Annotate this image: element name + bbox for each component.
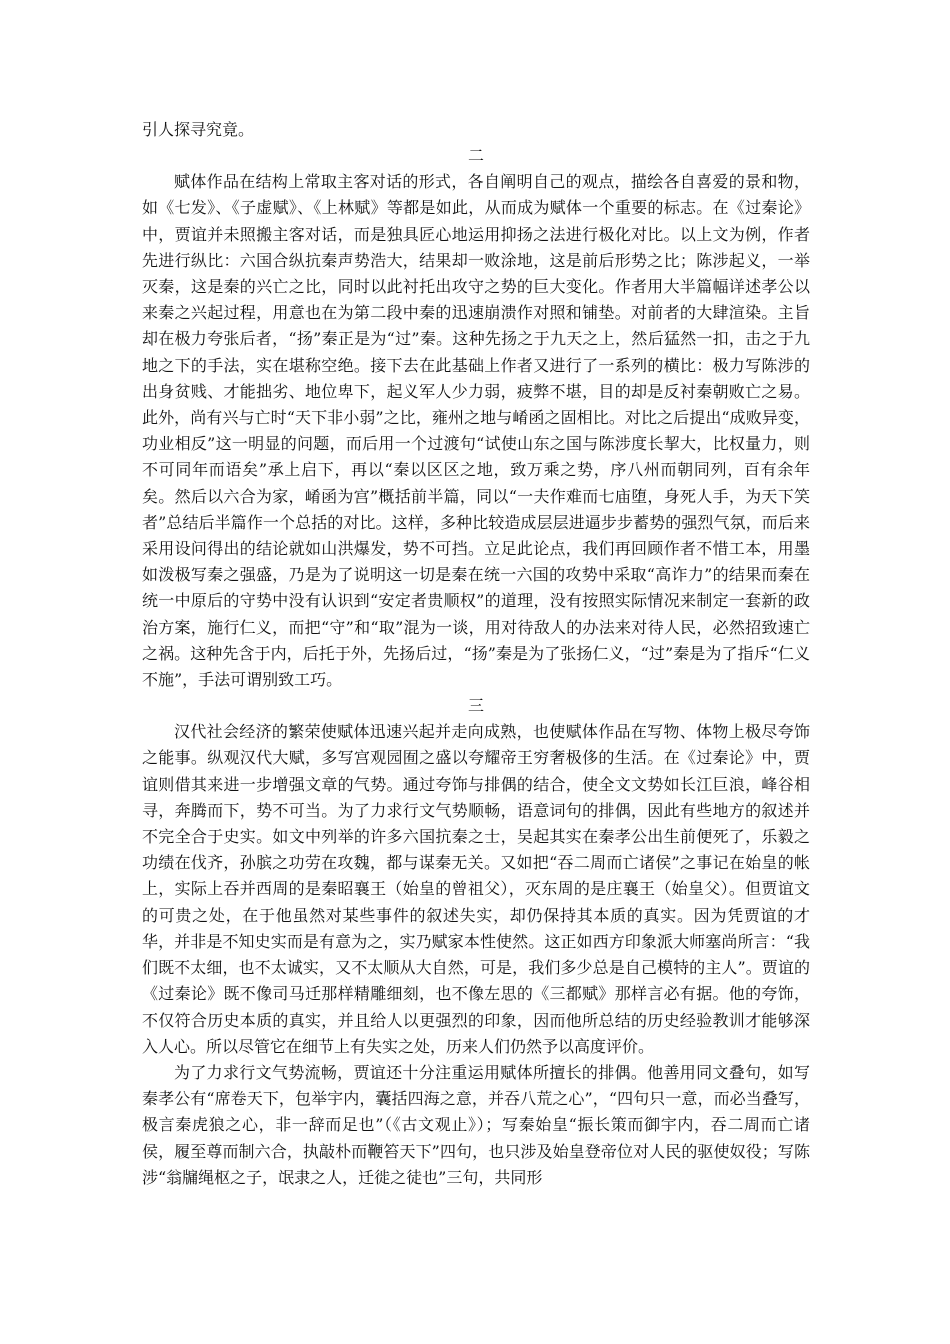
section-three: [142, 693, 810, 1191]
document-page: [142, 117, 810, 1191]
section-heading-three: 三: [467, 696, 484, 716]
intro-fragment: 引人探寻究竟。: [142, 120, 255, 139]
section-heading-two: 二: [467, 146, 484, 166]
section-three-paragraph-1: 汉代社会经济的繁荣使赋体迅速兴起并走向成熟，也使赋体作品在写物、体物上极尽夸饰之能事。纵观汉代大赋，多写宫观园囿之盛以夸耀帝王穷奢极侈的生活。在《过秦论》中，贾谊则借其来进一步增强文章的气势。通过夸饰与排偶的结合，使全文文势如长江巨浪，峰谷相寻，奔腾而下，势不可当。为了力求行文气势顺畅，语意词句的排偶，因此有些地方的叙述并不完全合于史实。如文中列举的许多六国抗秦之士，吴起其实在秦孝公出生前便死了，乐毅之功绩在伐齐，孙膑之功劳在攻魏，都与谋秦无关。又如把“吞二周而亡诸侯”之事记在始皇的帐上，实际上吞并西周的是秦昭襄王（始皇的曾祖父），灭东周的是庄襄王（始皇父）。但贾谊文的可贵之处，在于他虽然对某些事件的叙述失实，却仍保持其本质的真实。因为凭贾谊的才华，并非是不知史实而是有意为之，实乃赋家本性使然。这正如西方印象派大师塞尚所言：“我们既不太细，也不太诚实，又不太顺从大自然，可是，我们多少总是自己模特的主人”。贾谊的《过秦论》既不像司马迁那样精雕细刻，也不像左思的《三都赋》那样言必有据。他的夸饰，不仅符合历史本质的真实，并且给人以更强烈的印象，因而他所总结的历史经验教训才能够深入人心。所以尽管它在细节上有失实之处，历来人们仍然予以高度评价。: [142, 722, 810, 1056]
section-three-paragraph-2: 为了力求行文气势流畅，贾谊还十分注重运用赋体所擅长的排偶。他善用同文叠句，如写秦孝公有“席卷天下，包举宇内，囊括四海之意，并吞八荒之心”，“四句只一意，而必当叠写，极言秦虎狼之心，非一辞而足也”（《古文观止》）；写秦始皇“振长策而御宇内，吞二周而亡诸侯，履至尊而制六合，执敲朴而鞭笞天下”四句，也只涉及始皇登帝位对人民的驱使奴役；写陈涉“翁牖绳枢之子，氓隶之人，迁徙之徒也”三句，共同形: [142, 1062, 810, 1187]
section-two: [142, 143, 810, 693]
section-two-paragraph-1: 赋体作品在结构上常取主客对话的形式，各自阐明自己的观点，描绘各自喜爱的景和物，如《七发》、《子虚赋》、《上林赋》等都是如此，从而成为赋体一个重要的标志。在《过秦论》中，贾谊并未照搬主客对话，而是独具匠心地运用抑扬之法进行极化对比。以上文为例，作者先进行纵比：六国合纵抗秦声势浩大，结果却一败涂地，这是前后形势之比；陈涉起义，一举灭秦，这是秦的兴亡之比，同时以此衬托出攻守之势的巨大变化。作者用大半篇幅详述孝公以来秦之兴起过程，用意也在为第二段中秦的迅速崩溃作对照和铺垫。对前者的大肆渲染。主旨却在极力夸张后者，“扬”秦正是为“过”秦。这种先扬之于九天之上，然后猛然一扣，击之于九地之下的手法，实在堪称空绝。接下去在此基础上作者又进行了一系列的横比：极力写陈涉的出身贫贱、才能拙劣、地位卑下，起义军人少力弱，疲弊不堪，目的却是反衬秦朝败亡之易。此外，尚有兴与亡时“天下非小弱”之比，雍州之地与崤函之固相比。对比之后提出“成败异变，功业相反”这一明显的问题，而后用一个过渡句“试使山东之国与陈涉度长挈大，比权量力，则不可同年而语矣”承上启下，再以“秦以区区之地，致万乘之势，序八州而朝同列，百有余年矣。然后以六合为家，崤函为宫”概括前半篇，同以“一夫作难而七庙堕，身死人手，为天下笑者”总结后半篇作一个总括的对比。这样，多种比较造成层层进逼步步蓄势的强烈气氛，而后来采用设问得出的结论就如山洪爆发，势不可挡。立足此论点，我们再回顾作者不惜工本，用墨如泼极写秦之强盛，乃是为了说明这一切是秦在统一六国的攻势中采取“高诈力”的结果而秦在统一中原后的守势中没有认识到“安定者贵顺权”的道理，没有按照实际情况来制定一套新的政治方案，施行仁义，而把“守”和“取”混为一谈，用对待敌人的办法来对待人民，必然招致速亡之祸。这种先含于内，后托于外，先扬后过，“扬”秦是为了张扬仁义，“过”秦是为了指斥“仁义不施”，手法可谓别致工巧。: [142, 172, 810, 690]
